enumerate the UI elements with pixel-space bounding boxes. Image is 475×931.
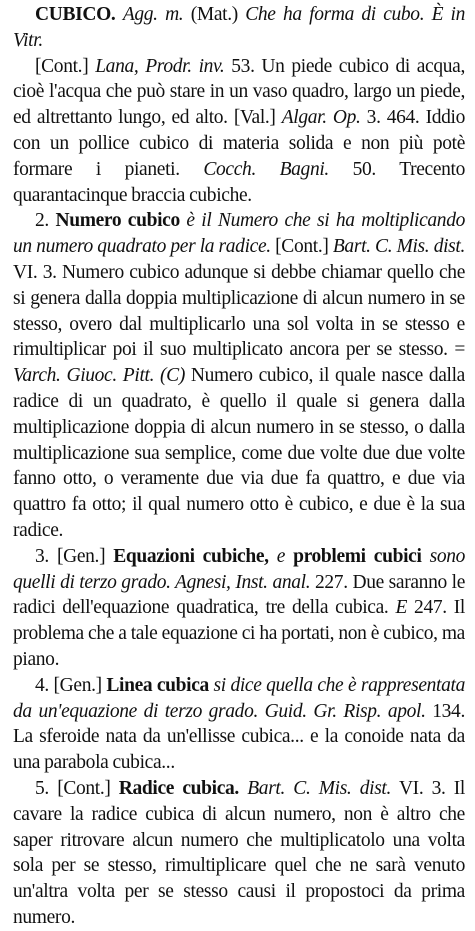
entry-cubico-citations: [Cont.] Lana, Prodr. inv. 53. Un piede cubico di acqua, cioè l'acqua che può stare in un vaso quadro, largo un piede, ed altrettanto lungo, ed alto. [Val.] Algar. Op. 3. 464. Iddio con un pollice cubico di materia solida e non più potè formare i pianeti. Cocch. Bagni. 50. Trecento quarantacinque braccia cubiche. bbox=[13, 55, 466, 206]
entry-cubico-definition: CUBICO. Agg. m. (Mat.) Che ha forma di cubo. È in Vitr. bbox=[13, 4, 465, 51]
entry-cubico-quotes bbox=[13, 54, 465, 209]
entry-linea-cubica bbox=[13, 673, 465, 776]
entry-numero-cubico-text: 2. Numero cubico è il Numero che si ha moltiplicando un numero quadrato per la radice. [Cont.] Bart. C. Mis. dist. VI. 3. Numero cubico adunque si debbe chiamar quello che si genera dalla doppia multiplicazione di alcun numero in se stesso, overo dal multiplicarlo una sol volta in se stesso e rimultiplicar poi il suo multiplicato ancora per se stesso. = Varch. Giuoc. Pitt. (C) Numero cubico, il quale nasce dalla radice di un quadrato, è quello il quale si genera dalla multiplicazione doppia di alcun numero in se stesso, o dalla multiplicazione sua semplice, come due volte due due volte fanno otto, o veramente due via due fa quattro, e due via quattro fa otto; il qual numero otto è cubico, e due è la sua radice. bbox=[13, 210, 465, 541]
entry-linea-cubica-text: 4. [Gen.] Linea cubica si dice quella che è rappresentata da un'equazione di terzo grado. Guid. Gr. Risp. apol. 134. La sferoide nata da un'ellisse cubica... e la conoide nata da una parabola cubica... bbox=[13, 674, 465, 774]
entry-equazioni-cubiche bbox=[13, 544, 465, 673]
entry-cubico-head bbox=[13, 2, 465, 54]
entry-radice-cubica-text: 5. [Cont.] Radice cubica. Bart. C. Mis. dist. VI. 3. Il cavare la radice cubica di alcun numero, non è altro che saper ritrovare alcun numero che multiplicatolo una volta sola per se stesso, rimultiplicare quel che ne sarà venuto un'altra volta per se stesso causi il propostoci da prima numero. bbox=[13, 777, 466, 928]
entry-numero-cubico bbox=[13, 208, 465, 543]
entry-radice-cubica bbox=[13, 776, 465, 931]
entry-equazioni-cubiche-text: 3. [Gen.] Equazioni cubiche, e problemi cubici sono quelli di terzo grado. Agnesi, Inst. anal. 227. Due saranno le radici dell'equazione quadratica, tre della cubica. E 247. Il problema che a tale equazione ci ha portati, non è cubico, ma piano. bbox=[13, 545, 466, 670]
